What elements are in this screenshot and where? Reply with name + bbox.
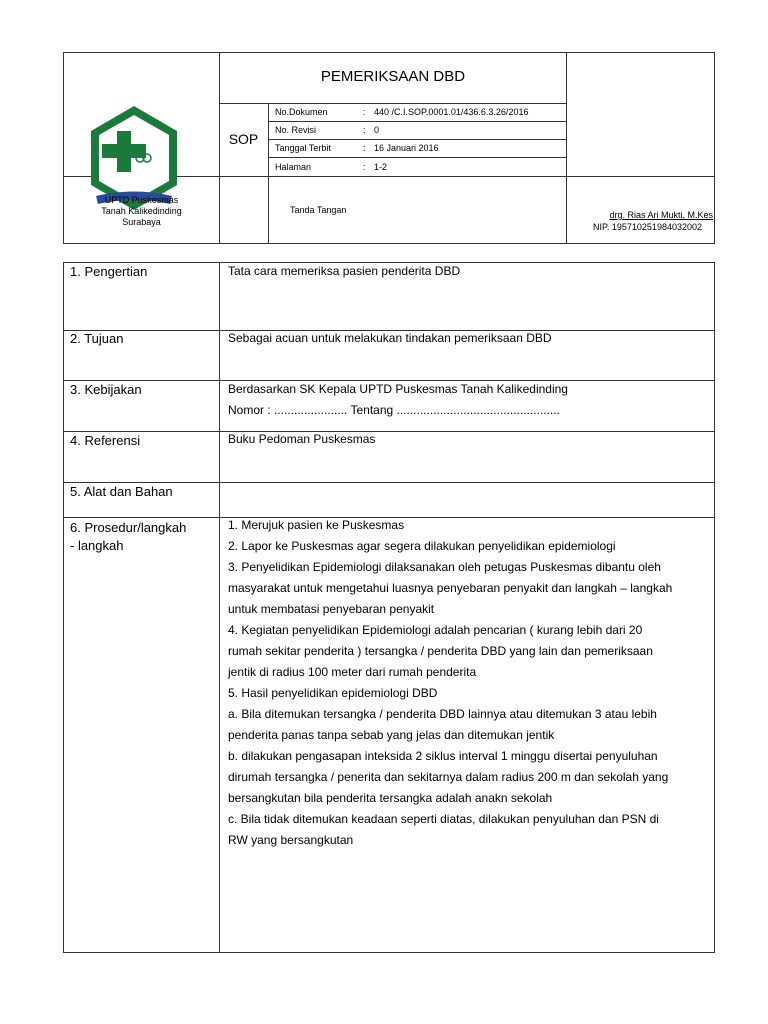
prosedur-line: 1. Merujuk pasien ke Puskesmas: [228, 518, 405, 532]
prosedur-line: rumah sekitar penderita ) tersangka / penderita DBD yang lain dan pemeriksaan: [228, 644, 653, 658]
prosedur-line: penderita panas tanpa sebab yang jelas dan ditemukan jentik: [228, 728, 555, 742]
org-line-2: Tanah Kalikedinding: [101, 206, 182, 216]
prosedur-line: dirumah tersangka / penerita dan sekitarnya dalam radius 200 m dan sekolah yang: [228, 770, 669, 784]
section-kebijakan-text-1: Berdasarkan SK Kepala UPTD Puskesmas Tanah Kalikedinding: [228, 382, 568, 396]
section-kebijakan-text-2: Nomor : ...................... Tentang .................................................: [228, 403, 560, 417]
field-no-revisi-value: 0: [374, 125, 380, 135]
prosedur-line: jentik di radius 100 meter dari rumah penderita: [228, 665, 477, 679]
prosedur-line: c. Bila tidak ditemukan keadaan seperti diatas, dilakukan penyuluhan dan PSN di: [228, 812, 659, 826]
prosedur-line: untuk membatasi penyebaran penyakit: [228, 602, 435, 616]
prosedur-line: 5. Hasil penyelidikan epidemiologi DBD: [228, 686, 438, 700]
field-halaman-value: 1-2: [374, 162, 388, 172]
section-prosedur-label-2: - langkah: [70, 538, 124, 553]
field-halaman-label: Halaman: [275, 162, 312, 172]
field-tanggal-terbit-sep: :: [363, 143, 366, 153]
section-referensi-label: 4. Referensi: [70, 433, 141, 448]
section-pengertian-text: Tata cara memeriksa pasien penderita DBD: [228, 264, 461, 278]
document-title: PEMERIKSAAN DBD: [320, 68, 466, 85]
prosedur-line: bersangkutan bila penderita tersangka adalah anakn sekolah: [228, 791, 553, 805]
section-tujuan-text: Sebagai acuan untuk melakukan tindakan pemeriksaan DBD: [228, 331, 552, 345]
section-prosedur-label: [70, 519, 186, 555]
prosedur-line: a. Bila ditemukan tersangka / penderita DBD lainnya atau ditemukan 3 atau lebih: [228, 707, 657, 721]
field-no-revisi-sep: :: [363, 125, 366, 135]
prosedur-line: 3. Penyelidikan Epidemiologi dilaksanakan oleh petugas Puskesmas dibantu oleh: [228, 560, 661, 574]
signature-label: Tanda Tangan: [290, 205, 347, 215]
field-tanggal-terbit-label: Tanggal Terbit: [275, 143, 331, 153]
org-line-3: Surabaya: [122, 217, 161, 227]
prosedur-line: b. dilakukan pengasapan inteksida 2 siklus interval 1 minggu disertai penyuluhan: [228, 749, 658, 763]
signer-name: drg. Rias Ari Mukti, M.Kes: [609, 210, 713, 220]
field-no-dokumen-value: 440 /C.I.SOP.0001.01/436.6.3.26/2016: [374, 107, 529, 117]
sop-label: SOP: [228, 131, 259, 147]
prosedur-line: 2. Lapor ke Puskesmas agar segera dilakukan penyelidikan epidemiologi: [228, 539, 616, 553]
prosedur-line: RW yang bersangkutan: [228, 833, 354, 847]
prosedur-steps: [228, 515, 712, 851]
section-tujuan-label: 2. Tujuan: [70, 331, 124, 346]
prosedur-line: masyarakat untuk mengetahui luasnya penyebaran penyakit dan langkah – langkah: [228, 581, 673, 595]
section-kebijakan-label: 3. Kebijakan: [70, 382, 142, 397]
section-pengertian-label: 1. Pengertian: [70, 264, 148, 279]
org-line-1: UPTD Puskesmas: [104, 195, 179, 205]
signer-nip: NIP. 195710251984032002: [593, 222, 702, 232]
section-alat-bahan-label: 5. Alat dan Bahan: [70, 484, 173, 499]
section-prosedur-label-1: 6. Prosedur/langkah: [70, 520, 187, 535]
prosedur-line: 4. Kegiatan penyelidikan Epidemiologi adalah pencarian ( kurang lebih dari 20: [228, 623, 643, 637]
section-referensi-text: Buku Pedoman Puskesmas: [228, 432, 376, 446]
field-no-dokumen-label: No.Dokumen: [275, 107, 328, 117]
field-tanggal-terbit-value: 16 Januari 2016: [374, 143, 439, 153]
field-no-dokumen-sep: :: [363, 107, 366, 117]
field-halaman-sep: :: [363, 162, 366, 172]
organization-name: [64, 195, 219, 228]
field-no-revisi-label: No. Revisi: [275, 125, 317, 135]
